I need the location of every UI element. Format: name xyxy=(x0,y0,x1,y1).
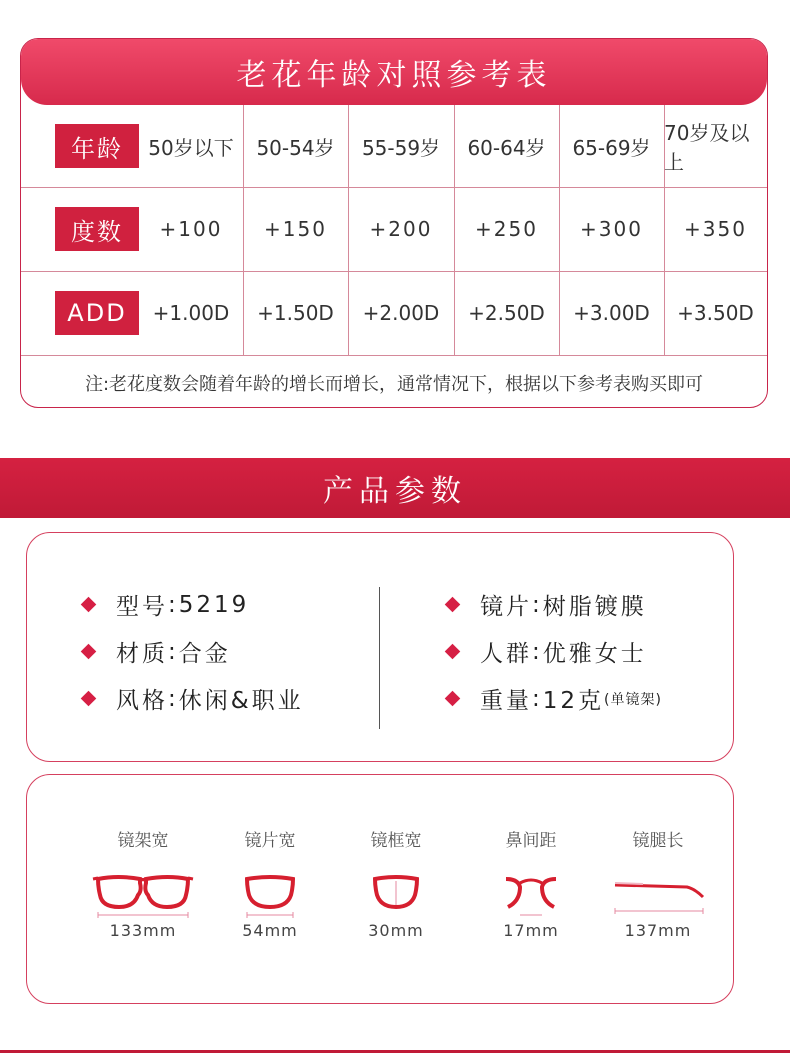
spec-key: 重量 xyxy=(480,688,532,714)
spec-value: 休闲&职业 xyxy=(178,688,304,714)
spec-style xyxy=(83,682,304,715)
dimension-value: 17mm xyxy=(503,921,559,940)
spec-value: 优雅女士 xyxy=(542,641,647,667)
spec-material xyxy=(83,635,231,668)
temple-length-icon xyxy=(603,861,713,921)
lens-height-icon xyxy=(341,861,451,921)
spec-value: 合金 xyxy=(178,641,231,667)
age-cell: 50-54岁 xyxy=(256,135,335,160)
age-cell: 50岁以下 xyxy=(148,135,234,160)
spec-weight xyxy=(447,682,662,715)
dimension-label: 镜腿长 xyxy=(632,831,684,851)
diopter-cell: +300 xyxy=(580,217,643,241)
diopter-cell: +100 xyxy=(159,217,223,241)
dimension-value: 137mm xyxy=(624,921,692,940)
spec-separator: : xyxy=(532,685,543,712)
spec-suffix: (单镜架) xyxy=(604,691,662,708)
spec-key: 材质 xyxy=(116,641,168,667)
chart-row-age xyxy=(21,105,767,187)
spec-audience xyxy=(447,635,647,668)
row-label-add: ADD xyxy=(55,291,139,335)
spec-key: 镜片 xyxy=(480,594,532,620)
lens-width-icon xyxy=(215,861,325,921)
dimension-label: 鼻间距 xyxy=(505,831,557,851)
spec-key: 风格 xyxy=(116,688,168,714)
spec-separator: : xyxy=(168,638,179,665)
dimension-label: 镜片宽 xyxy=(244,831,296,851)
add-cell: +3.00D xyxy=(573,301,650,325)
diamond-bullet-icon xyxy=(81,644,97,660)
dimension-value: 30mm xyxy=(368,921,424,940)
chart-note: 注:老花度数会随着年龄的增长而增长，通常情况下，根据以下参考表购买即可 xyxy=(84,374,704,395)
reading-age-chart xyxy=(20,38,768,408)
dimension-value: 54mm xyxy=(242,921,298,940)
diopter-cell: +150 xyxy=(264,217,327,241)
age-cell: 65-69岁 xyxy=(572,135,651,160)
diamond-bullet-icon xyxy=(445,691,461,707)
dimension-label: 镜框宽 xyxy=(370,831,422,851)
diamond-bullet-icon xyxy=(81,691,97,707)
spec-divider xyxy=(379,587,380,729)
dimension-label: 镜架宽 xyxy=(117,831,169,851)
spec-value: 5219 xyxy=(178,591,250,618)
add-cell: +2.50D xyxy=(468,301,545,325)
frame-width-icon xyxy=(88,861,198,921)
params-banner xyxy=(0,458,790,518)
spec-separator: : xyxy=(168,685,179,712)
row-label-age: 年龄 xyxy=(55,124,139,168)
diamond-bullet-icon xyxy=(445,597,461,613)
params-title: 产品参数 xyxy=(323,474,467,509)
dimension-lens-width xyxy=(205,829,335,940)
spec-lens xyxy=(447,588,647,621)
dimension-temple-length xyxy=(593,829,723,940)
chart-row-add xyxy=(21,271,767,355)
add-cell: +1.00D xyxy=(152,301,230,325)
bridge-width-icon xyxy=(476,861,586,921)
spec-key: 型号 xyxy=(116,594,168,620)
spec-model xyxy=(83,588,249,621)
age-cell: 55-59岁 xyxy=(361,135,441,160)
spec-key: 人群 xyxy=(480,641,532,667)
age-cell: 60-64岁 xyxy=(467,135,546,160)
chart-title: 老花年龄对照参考表 xyxy=(236,58,552,93)
add-cell: +2.00D xyxy=(362,301,440,325)
row-divider xyxy=(21,355,767,356)
dimension-bridge-width xyxy=(466,829,596,940)
age-cell: 70岁及以上 xyxy=(664,121,750,174)
spec-separator: : xyxy=(532,591,543,618)
add-cell: +3.50D xyxy=(677,301,754,325)
bottom-divider xyxy=(0,1050,790,1053)
chart-row-diopter xyxy=(21,187,767,271)
dimension-lens-height xyxy=(331,829,461,940)
spec-value: 树脂镀膜 xyxy=(542,594,647,620)
spec-value: 12克 xyxy=(542,688,605,714)
spec-box xyxy=(26,532,734,762)
row-label-diopter: 度数 xyxy=(55,207,139,251)
spec-separator: : xyxy=(168,591,179,618)
dimension-frame-width xyxy=(78,829,208,940)
dimension-value: 133mm xyxy=(109,921,177,940)
chart-header xyxy=(21,39,767,105)
add-cell: +1.50D xyxy=(257,301,334,325)
diopter-cell: +250 xyxy=(475,217,538,241)
diamond-bullet-icon xyxy=(81,597,97,613)
dimension-box xyxy=(26,774,734,1004)
diopter-cell: +200 xyxy=(369,217,433,241)
diamond-bullet-icon xyxy=(445,644,461,660)
diopter-cell: +350 xyxy=(684,217,747,241)
spec-separator: : xyxy=(532,638,543,665)
